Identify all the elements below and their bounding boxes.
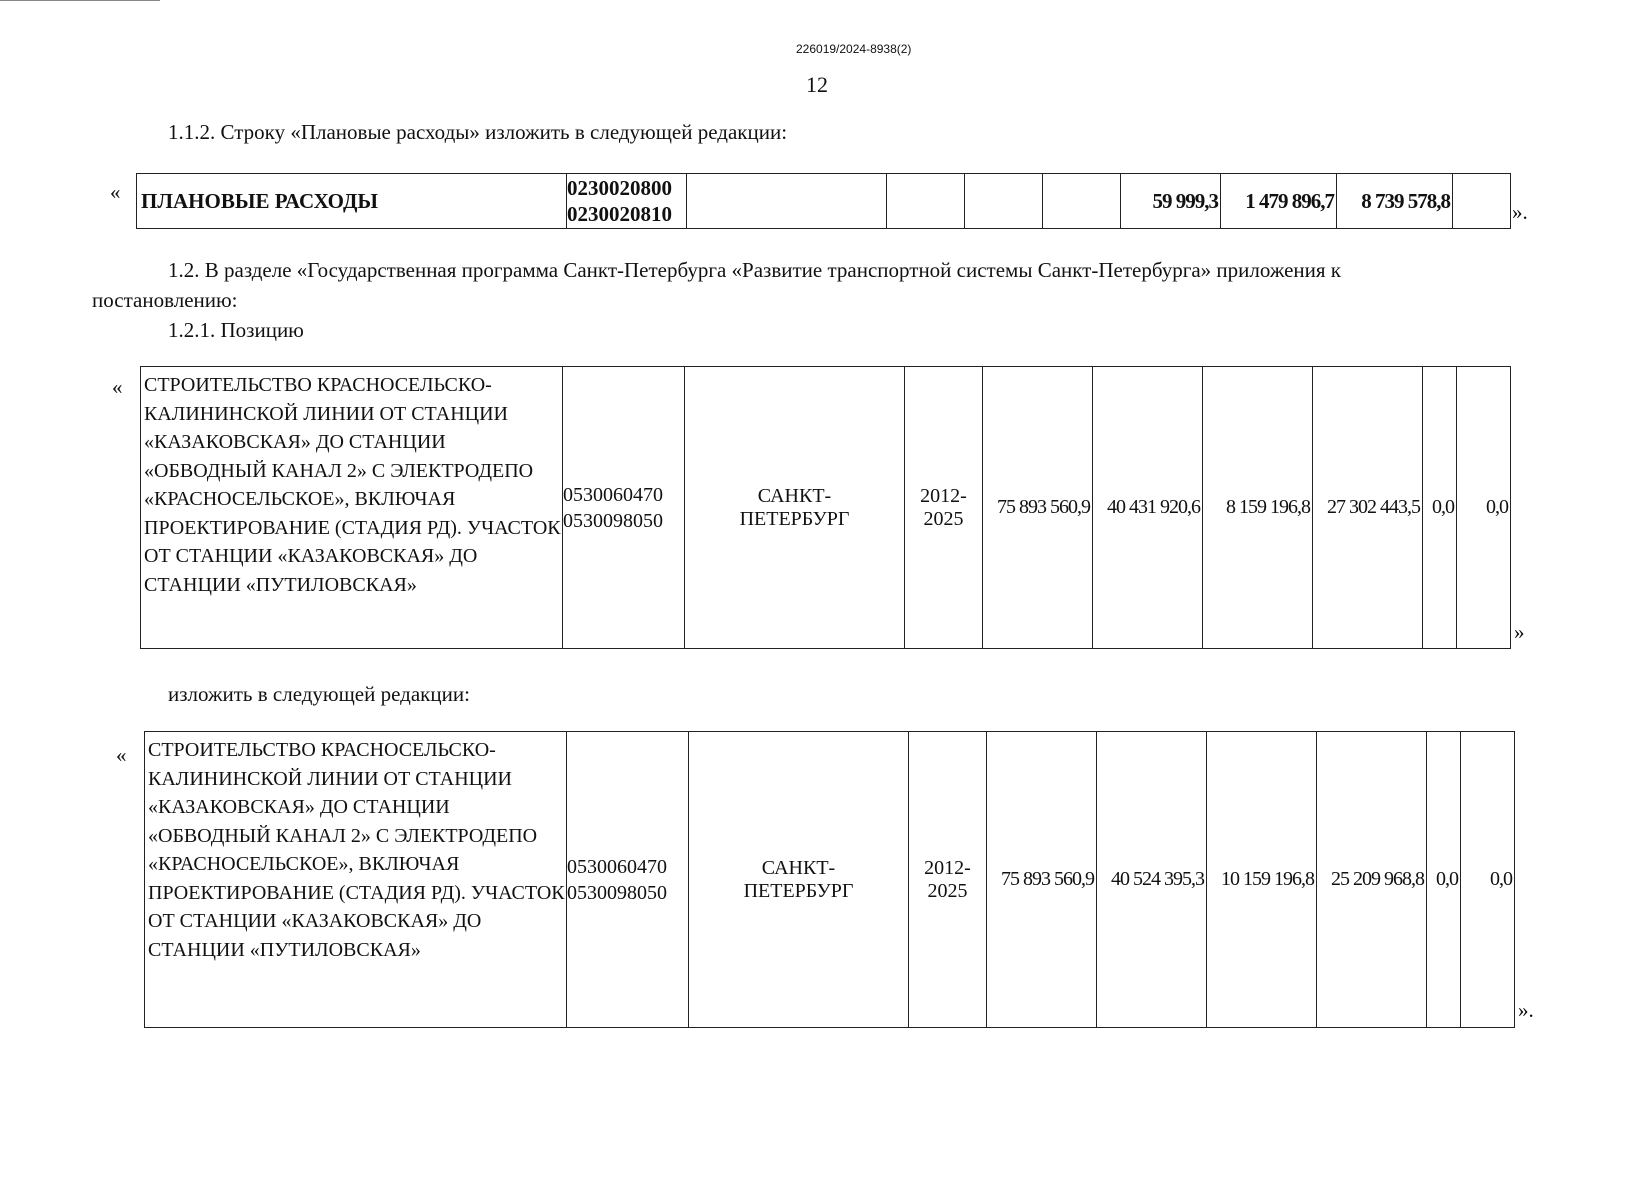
table2-close-quote: » bbox=[1514, 620, 1525, 644]
table1-open-quote: « bbox=[110, 180, 121, 204]
amount-cell: 59 999,3 bbox=[1121, 174, 1221, 229]
paragraph-1-2-line2: постановлению: bbox=[92, 288, 238, 312]
budget-codes-cell bbox=[567, 732, 689, 1028]
amount-cell: 8 159 196,8 bbox=[1203, 367, 1313, 649]
amount-cell: 75 893 560,9 bbox=[983, 367, 1093, 649]
budget-codes-cell bbox=[567, 174, 687, 229]
amount-cell: 8 739 578,8 bbox=[1337, 174, 1453, 229]
budget-code: 0230020800 bbox=[567, 176, 672, 200]
amount-cell: 10 159 196,8 bbox=[1207, 732, 1317, 1028]
table-row bbox=[145, 732, 1515, 1028]
table-row bbox=[141, 367, 1511, 649]
location-line: САНКТ- bbox=[757, 484, 832, 507]
location-cell bbox=[689, 732, 909, 1028]
paragraph-1-1-2: 1.1.2. Строку «Плановые расходы» изложить в следующей редакции: bbox=[168, 120, 788, 144]
scan-edge-line bbox=[0, 0, 160, 1]
location-cell bbox=[685, 367, 905, 649]
paragraph-new-edition: изложить в следующей редакции: bbox=[168, 682, 470, 706]
document-id: 226019/2024-8938(2) bbox=[796, 42, 912, 56]
budget-code: 0530060470 bbox=[563, 483, 663, 506]
amount-cell: 0,0 bbox=[1427, 732, 1461, 1028]
years-line: 2012- bbox=[920, 484, 967, 507]
empty-cell bbox=[687, 174, 887, 229]
table-row bbox=[137, 174, 1511, 229]
years-line: 2012- bbox=[924, 856, 971, 879]
planned-expenses-table bbox=[136, 173, 1511, 229]
empty-cell bbox=[965, 174, 1043, 229]
location-line: ПЕТЕРБУРГ bbox=[739, 507, 850, 530]
years-line: 2025 bbox=[923, 507, 964, 530]
empty-cell bbox=[1453, 174, 1511, 229]
years-line: 2025 bbox=[927, 879, 968, 902]
new-position-table bbox=[144, 731, 1515, 1028]
budget-code: 0530098050 bbox=[567, 881, 667, 904]
budget-codes-cell bbox=[563, 367, 685, 649]
amount-cell: 0,0 bbox=[1457, 367, 1511, 649]
table3-close-quote: ». bbox=[1518, 998, 1534, 1022]
object-name-cell: СТРОИТЕЛЬСТВО КРАСНОСЕЛЬСКО-КАЛИНИНСКОЙ ЛИНИИ ОТ СТАНЦИИ «КАЗАКОВСКАЯ» ДО СТАНЦИИ «ОБВОДНЫЙ КАНАЛ 2» С ЭЛЕКТРОДЕПО «КРАСНОСЕЛЬСКОЕ», ВКЛЮЧАЯ ПРОЕКТИРОВАНИЕ (СТАДИЯ РД). УЧАСТОК ОТ СТАНЦИИ «КАЗАКОВСКАЯ» ДО СТАНЦИИ «ПУТИЛОВСКАЯ» bbox=[145, 732, 567, 1028]
amount-cell: 40 431 920,6 bbox=[1093, 367, 1203, 649]
row-label: ПЛАНОВЫЕ РАСХОДЫ bbox=[137, 174, 567, 229]
amount-cell: 75 893 560,9 bbox=[987, 732, 1097, 1028]
old-position-table bbox=[140, 366, 1511, 649]
location-line: ПЕТЕРБУРГ bbox=[743, 879, 854, 902]
paragraph-1-2-line1: 1.2. В разделе «Государственная программа Санкт-Петербурга «Развитие транспортной системы Санкт-Петербурга» приложения к bbox=[168, 258, 1341, 282]
budget-code: 0530098050 bbox=[563, 509, 663, 532]
table2-open-quote: « bbox=[112, 375, 123, 399]
amount-cell: 0,0 bbox=[1423, 367, 1457, 649]
amount-cell: 27 302 443,5 bbox=[1313, 367, 1423, 649]
amount-cell: 0,0 bbox=[1461, 732, 1515, 1028]
years-cell bbox=[905, 367, 983, 649]
empty-cell bbox=[1043, 174, 1121, 229]
table3-open-quote: « bbox=[116, 743, 127, 767]
table1-close-quote: ». bbox=[1512, 200, 1528, 224]
location-line: САНКТ- bbox=[761, 856, 836, 879]
empty-cell bbox=[887, 174, 965, 229]
paragraph-1-2-1: 1.2.1. Позицию bbox=[168, 318, 304, 342]
page-number: 12 bbox=[806, 72, 828, 97]
budget-code: 0230020810 bbox=[567, 202, 672, 226]
budget-code: 0530060470 bbox=[567, 855, 667, 878]
amount-cell: 1 479 896,7 bbox=[1221, 174, 1337, 229]
years-cell bbox=[909, 732, 987, 1028]
amount-cell: 40 524 395,3 bbox=[1097, 732, 1207, 1028]
object-name-cell: СТРОИТЕЛЬСТВО КРАСНОСЕЛЬСКО-КАЛИНИНСКОЙ ЛИНИИ ОТ СТАНЦИИ «КАЗАКОВСКАЯ» ДО СТАНЦИИ «ОБВОДНЫЙ КАНАЛ 2» С ЭЛЕКТРОДЕПО «КРАСНОСЕЛЬСКОЕ», ВКЛЮЧАЯ ПРОЕКТИРОВАНИЕ (СТАДИЯ РД). УЧАСТОК ОТ СТАНЦИИ «КАЗАКОВСКАЯ» ДО СТАНЦИИ «ПУТИЛОВСКАЯ» bbox=[141, 367, 563, 649]
amount-cell: 25 209 968,8 bbox=[1317, 732, 1427, 1028]
